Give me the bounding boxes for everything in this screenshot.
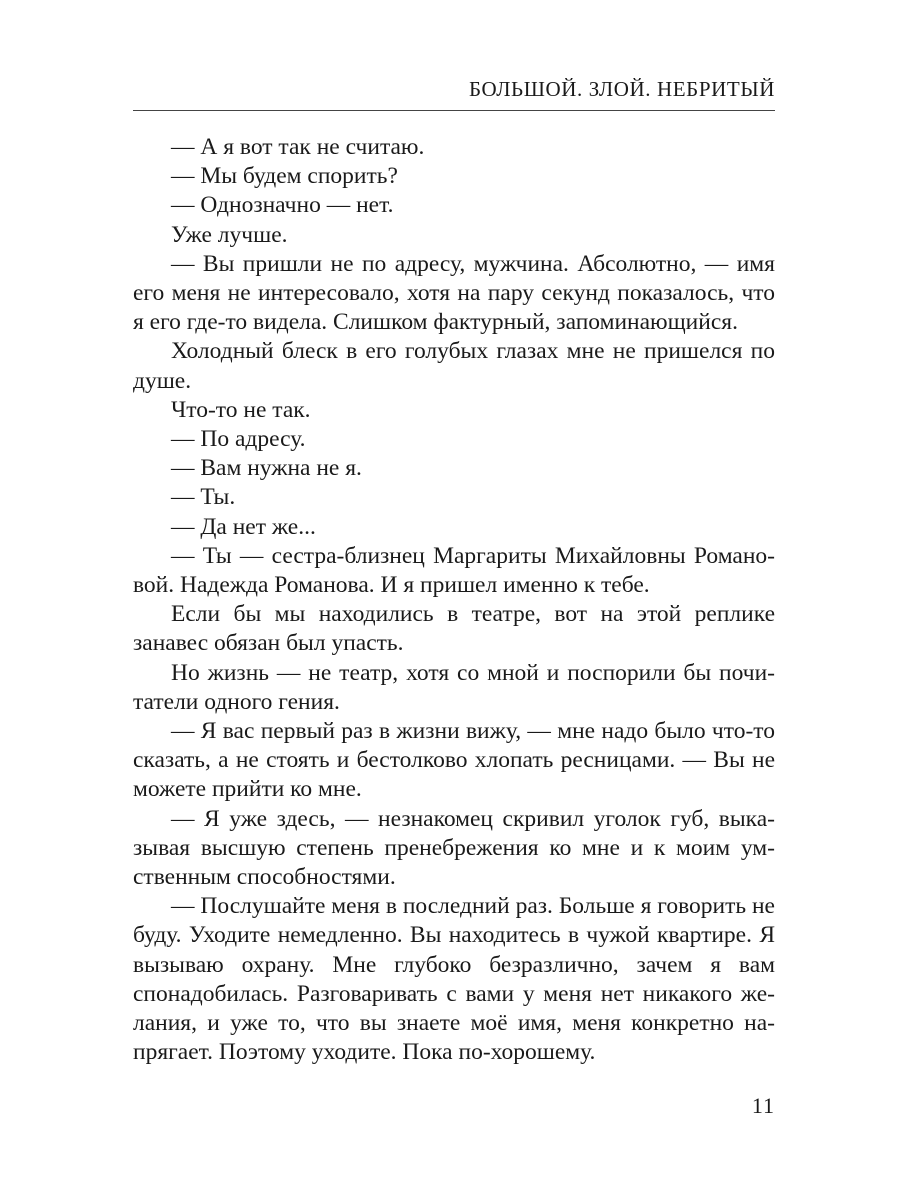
header-divider bbox=[133, 110, 775, 111]
paragraph: — Вы пришли не по адресу, мужчина. Абсолютно, — имя его меня не интересовало, хотя на пару секунд показалось, что я его где-то видела. Слишком фактурный, запоминающийся. bbox=[133, 250, 775, 336]
paragraph: — Ты — сестра-близнец Маргариты Михайловны Романовой. Надежда Романова. И я пришел именно к тебе. bbox=[133, 542, 775, 599]
paragraph: — По адресу. bbox=[171, 426, 306, 453]
page-number: 11 bbox=[751, 1093, 775, 1118]
paragraph: Что-то не так. bbox=[171, 396, 311, 423]
paragraph: — Я уже здесь, — незнакомец скривил уголок губ, выказывая высшую степень пренебрежения ко мне и к моим умственным способностями. bbox=[133, 805, 775, 891]
paragraph: — Однозначно — нет. bbox=[171, 192, 394, 219]
paragraph: Но жизнь — не театр, хотя со мной и поспорили бы почитатели одного гения. bbox=[133, 659, 775, 715]
paragraph: — Да нет же... bbox=[171, 513, 316, 540]
body-text bbox=[133, 133, 775, 1068]
paragraph: — Ты. bbox=[171, 484, 236, 511]
paragraph: — Я вас первый раз в жизни вижу, — мне надо было что-то сказать, а не стоять и бестолково хлопать ресницами. — Вы не можете прийти ко мне. bbox=[133, 718, 775, 803]
paragraph: — Послушайте меня в последний раз. Больше я говорить не буду. Уходите немедленно. Вы находитесь в чужой квартире. Я вызываю охрану. Мне глубоко безразлично, зачем я вам спонадобилась. Разговаривать с вами у меня нет никакого желания, и уже то, что вы знаете моё имя, меня конкретно напрягает. Поэтому уходите. Пока по-хорошему. bbox=[133, 893, 775, 1066]
paragraph: — А я вот так не считаю. bbox=[171, 134, 425, 160]
paragraph: Холодный блеск в его голубых глазах мне не пришелся по душе. bbox=[133, 338, 775, 394]
running-header-title: БОЛЬШОЙ. ЗЛОЙ. НЕБРИТЫЙ bbox=[468, 77, 775, 101]
paragraph: Если бы мы находились в театре, вот на этой реплике занавес обязан был упасть. bbox=[133, 601, 775, 657]
paragraph: — Вам нужна не я. bbox=[171, 455, 362, 482]
paragraph: — Мы будем спорить? bbox=[171, 163, 398, 190]
paragraph: Уже лучше. bbox=[171, 221, 288, 248]
